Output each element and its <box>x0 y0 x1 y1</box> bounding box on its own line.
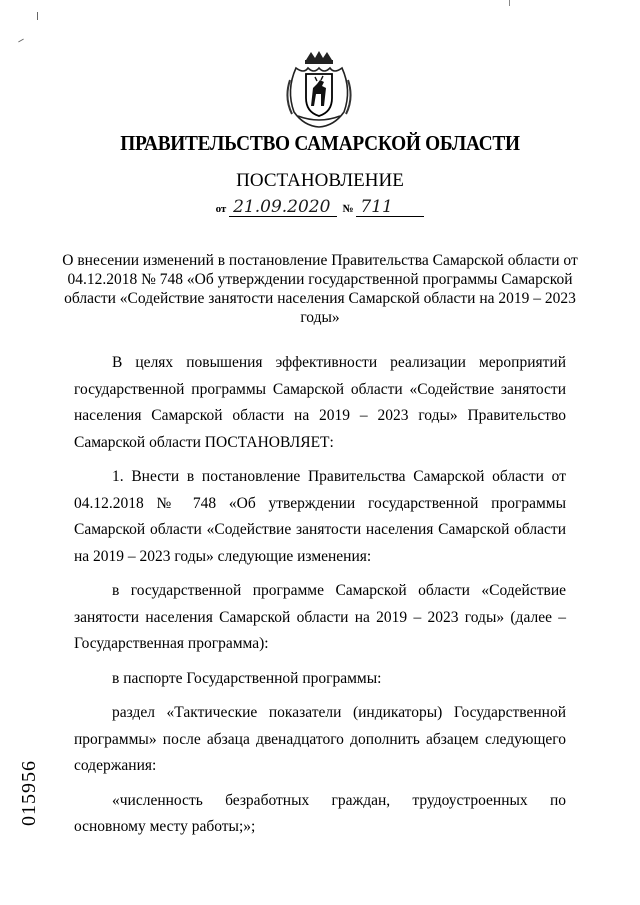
paragraph: В целях повышения эффективности реализации мероприятий государственной программы Самарской области «Содействие занятости населения Самарской области на 2019 – 2023 годы» Правительство Самарской области ПОСТАНОВЛЯЕТ: <box>74 354 566 451</box>
document-subject: О внесении изменений в постановление Правительства Самарской области от 04.12.2018 № 748 «Об утверждении государственной программы Самарской области «Содействие занятости населения Самарской области на 2019 – 2023 годы» <box>62 252 578 326</box>
date-number-line <box>0 198 640 217</box>
document-date: 21.09.2020 <box>229 198 337 217</box>
scan-mark <box>37 12 38 20</box>
paragraph: раздел «Тактические показатели (индикаторы) Государственной программы» после абзаца двенадцатого дополнить абзацем следующего содержания: <box>74 704 566 774</box>
paragraph: в государственной программе Самарской области «Содействие занятости населения Самарской области на 2019 – 2023 годы» (далее – Государственная программа): <box>74 582 566 652</box>
scan-mark <box>18 39 24 43</box>
document-type: ПОСТАНОВЛЕНИЕ <box>236 170 404 191</box>
number-prefix: № <box>342 203 354 215</box>
side-serial-number: 015956 <box>18 760 40 826</box>
paragraph: «численность безработных граждан, трудоустроенных по основному месту работы;»; <box>74 791 566 835</box>
date-prefix: от <box>215 203 227 215</box>
paragraph: в паспорте Государственной программы: <box>112 669 382 687</box>
paragraph: 1. Внести в постановление Правительства Самарской области от 04.12.2018 № 748 «Об утверждении государственной программы Самарской области «Содействие занятости населения Самарской области на 2019 – 2023 годы» следующие изменения: <box>74 468 566 565</box>
document-body <box>74 350 566 841</box>
document-number: 711 <box>356 198 424 217</box>
scan-mark <box>509 0 510 6</box>
organization-title: ПРАВИТЕЛЬСТВО САМАРСКОЙ ОБЛАСТИ <box>120 131 520 155</box>
coat-of-arms-emblem <box>284 50 354 128</box>
